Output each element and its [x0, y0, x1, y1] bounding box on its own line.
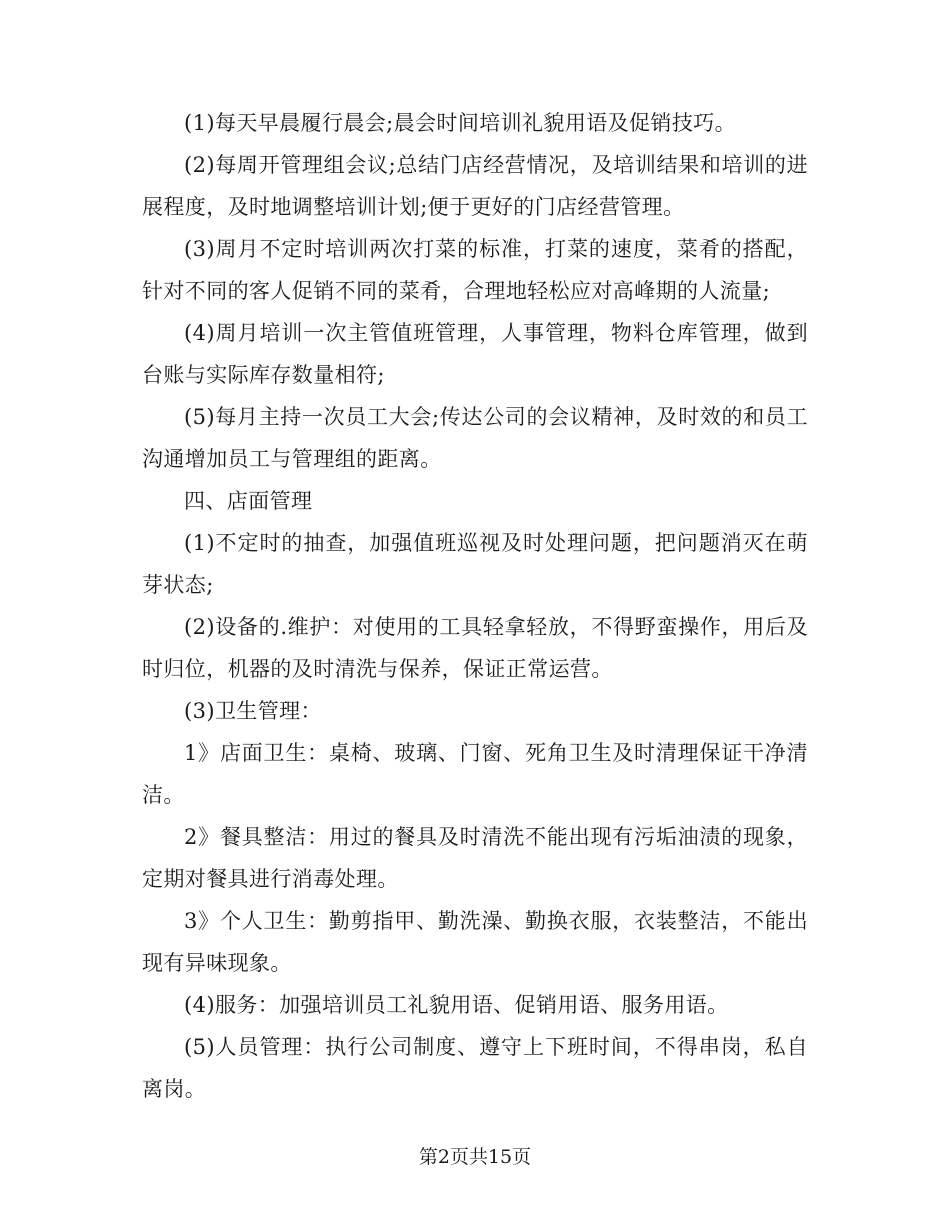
paragraph-14: (5)人员管理：执行公司制度、遵守上下班时间，不得串岗，私自离岗。 [142, 1035, 808, 1101]
paragraph-12: 3》个人卫生：勤剪指甲、勤洗澡、勤换衣服，衣装整洁，不能出现有异味现象。 [142, 909, 808, 975]
paragraph-9: (3)卫生管理： [184, 699, 322, 723]
body-text [142, 102, 808, 1110]
paragraph-5: (5)每月主持一次员工大会;传达公司的会议精神，及时效的和员工沟通增加员工与管理组的距离。 [142, 405, 808, 471]
paragraph-8: (2)设备的.维护：对使用的工具轻拿轻放，不得野蛮操作，用后及时归位，机器的及时清洗与保养，保证正常运营。 [142, 615, 808, 681]
paragraph-7: (1)不定时的抽查，加强值班巡视及时处理问题，把问题消灭在萌芽状态; [142, 531, 808, 597]
page-number-footer: 第2页共15页 [418, 1146, 532, 1168]
paragraph-10: 1》店面卫生：桌椅、玻璃、门窗、死角卫生及时清理保证干净清洁。 [142, 741, 808, 807]
paragraph-3: (3)周月不定时培训两次打菜的标准，打菜的速度，菜肴的搭配，针对不同的客人促销不同的菜肴，合理地轻松应对高峰期的人流量; [142, 237, 808, 303]
paragraph-1: (1)每天早晨履行晨会;晨会时间培训礼貌用语及促销技巧。 [184, 111, 737, 135]
paragraph-2: (2)每周开管理组会议;总结门店经营情况，及培训结果和培训的进展程度，及时地调整培训计划;便于更好的门店经营管理。 [142, 153, 808, 219]
section-heading-store-management: 四、店面管理 [184, 489, 313, 513]
paragraph-13: (4)服务：加强培训员工礼貌用语、促销用语、服务用语。 [184, 993, 729, 1017]
paragraph-4: (4)周月培训一次主管值班管理，人事管理，物料仓库管理，做到台账与实际库存数量相符; [142, 321, 808, 387]
paragraph-11: 2》餐具整洁：用过的餐具及时清洗不能出现有污垢油渍的现象，定期对餐具进行消毒处理。 [142, 825, 808, 891]
